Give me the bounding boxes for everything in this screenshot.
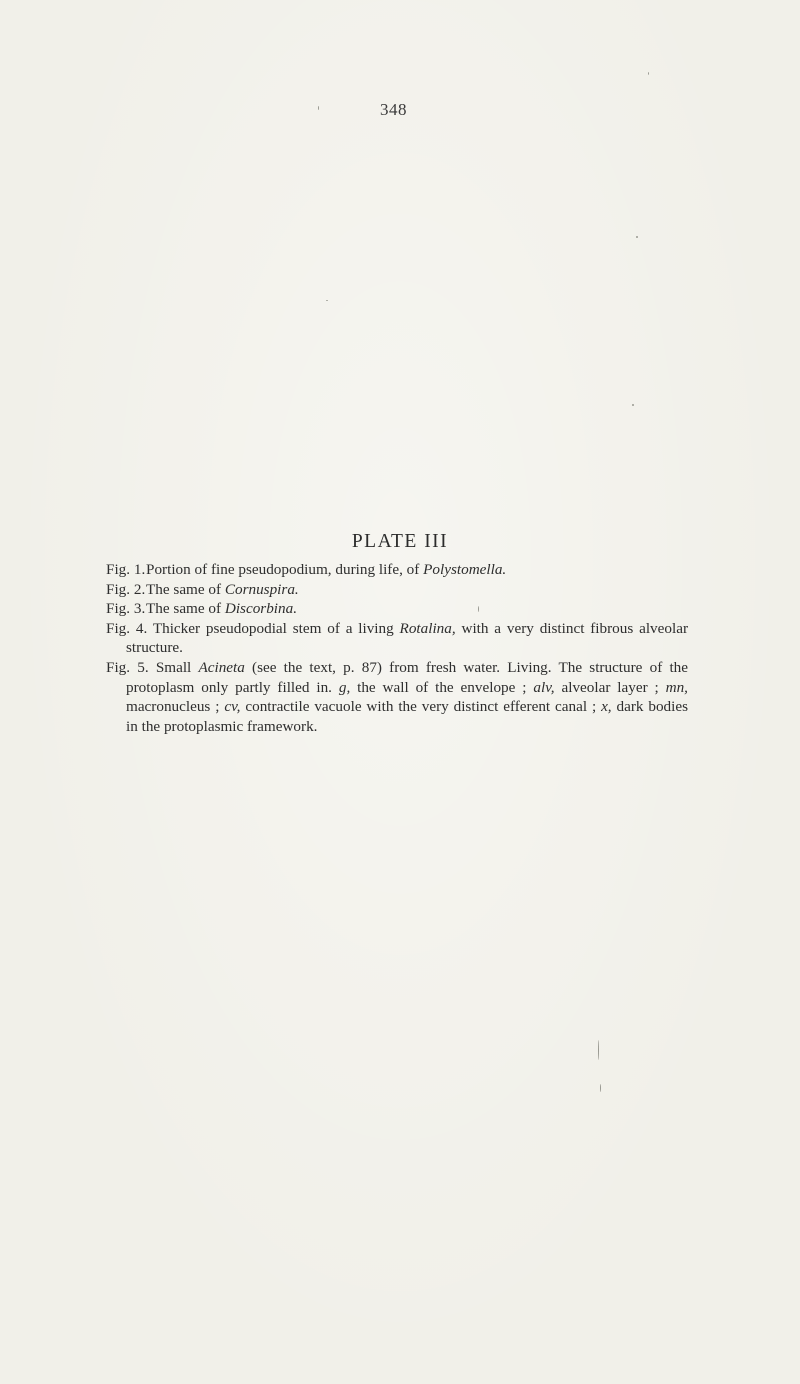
caption-fig-5-body [126, 659, 688, 735]
caption-fig-5 [106, 658, 688, 736]
caption-text-part: with a very distinct fibrous alveolar structure. [126, 619, 688, 657]
symbol-label: alv, [533, 678, 555, 696]
caption-label: Fig. 1. [106, 561, 146, 578]
paper-speck [326, 300, 328, 301]
paper-speck [318, 106, 319, 110]
paper-speck [636, 236, 638, 238]
taxon-name: Cornuspira. [224, 580, 299, 598]
taxon-name: Rotalina, [399, 619, 456, 637]
caption-text-part: dark bodies in the protoplasmic framework. [126, 698, 689, 735]
caption-fig-1 [106, 560, 688, 580]
paper-speck [598, 1040, 599, 1060]
symbol-label: mn, [665, 678, 688, 696]
taxon-name: Acineta [198, 658, 245, 676]
taxon-name: Polystomella. [423, 561, 507, 578]
caption-text-part: Thicker pseudopodial stem of a living [152, 619, 400, 637]
plate-title: PLATE III [351, 531, 449, 552]
caption-label: Fig. 5. [106, 658, 149, 676]
caption-text-part: the wall of the envelope ; [350, 678, 534, 696]
paper-speck [478, 606, 479, 612]
caption-fig-2 [106, 580, 688, 600]
figure-captions [106, 560, 688, 736]
caption-text-part: Small [155, 658, 199, 676]
paper-speck [600, 1084, 601, 1092]
caption-text [146, 580, 688, 600]
symbol-label: x, [601, 698, 612, 716]
caption-text [146, 599, 688, 619]
symbol-label: g, [338, 678, 351, 696]
caption-text-part: macronucleus ; [126, 698, 225, 716]
caption-text-part: alveolar layer ; [554, 678, 666, 696]
symbol-label: cv, [224, 698, 241, 716]
caption-label: Fig. 2. [106, 580, 146, 598]
caption-text-part: Portion of fine pseudopodium, during life, of [146, 561, 424, 578]
caption-text-part: contractile vacuole with the very distinct efferent canal ; [240, 698, 602, 716]
caption-text-part: The same of [146, 580, 225, 598]
caption-fig-3 [106, 599, 688, 619]
caption-text-part: (see the text, p. 87) from fresh water. Living. The structure of the protoplasm only partly filled in. [126, 658, 688, 696]
caption-label: Fig. 3. [106, 600, 146, 618]
taxon-name: Discorbina. [224, 600, 297, 618]
paper-speck [648, 72, 649, 75]
page-number: 348 [380, 100, 407, 119]
caption-text [146, 560, 688, 580]
caption-label: Fig. 4. [106, 619, 148, 637]
paper-speck [632, 404, 634, 406]
caption-fig-4 [106, 619, 688, 658]
caption-text-part: The same of [146, 600, 225, 618]
